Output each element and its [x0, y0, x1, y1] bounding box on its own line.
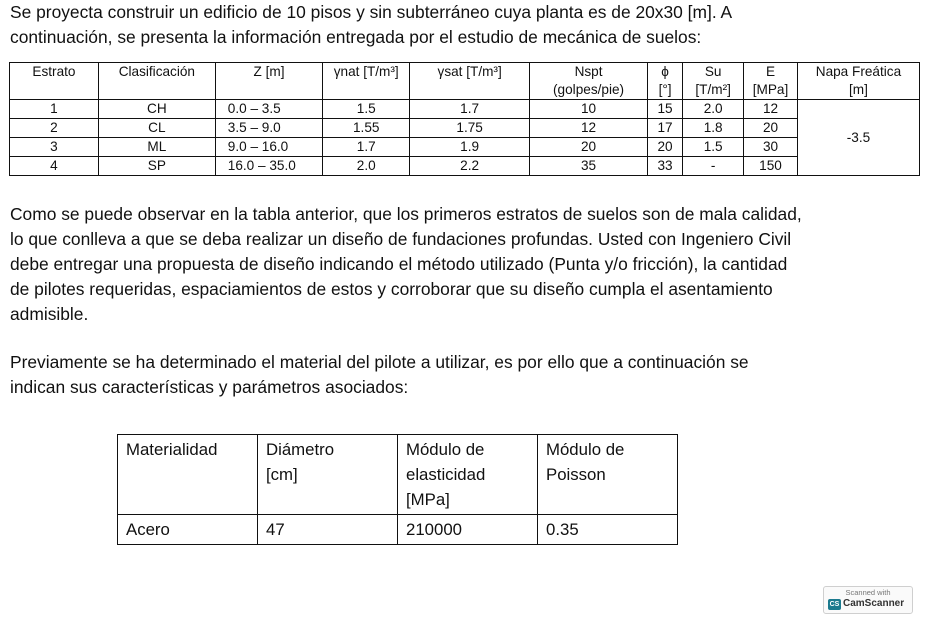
design-line-3: debe entregar una propuesta de diseño indicando el método utilizado (Punta y/o fricción), la cantidad [10, 254, 788, 274]
cell-diametro: 47 [258, 515, 398, 545]
material-paragraph [10, 350, 915, 400]
design-line-4: de pilotes requeridas, espaciamientos de estos y corroborar que su diseño cumpla el asentamiento [10, 279, 773, 299]
design-line-5: admisible. [10, 304, 89, 324]
header-estrato: Estrato [10, 63, 99, 100]
cell-z: 9.0 – 16.0 [215, 138, 323, 157]
cell-su: 1.8 [683, 119, 744, 138]
cell-gamma-nat: 2.0 [323, 157, 410, 176]
camscanner-stamp [823, 586, 913, 614]
soil-table [9, 62, 920, 176]
cell-phi: 15 [647, 100, 682, 119]
cell-z: 0.0 – 3.5 [215, 100, 323, 119]
cell-nspt: 20 [530, 138, 648, 157]
header-nspt: Nspt (golpes/pie) [530, 63, 648, 100]
soil-table-header [10, 63, 920, 100]
design-line-2: lo que conlleva a que se deba realizar un diseño de fundaciones profundas. Usted con Ingeniero Civil [10, 229, 792, 249]
cell-phi: 33 [647, 157, 682, 176]
header-gamma-nat: γnat [T/m³] [323, 63, 410, 100]
cell-estrato: 2 [10, 119, 99, 138]
cell-materialidad: Acero [118, 515, 258, 545]
table-row [10, 138, 920, 157]
cell-clasificacion: ML [98, 138, 215, 157]
cell-estrato: 3 [10, 138, 99, 157]
intro-line-1: Se proyecta construir un edificio de 10 pisos y sin subterráneo cuya planta es de 20x30 [m]. A [10, 2, 733, 22]
material-line-1: Previamente se ha determinado el material del pilote a utilizar, es por ello que a continuación se [10, 352, 749, 372]
cell-nspt: 12 [530, 119, 648, 138]
cell-e: 30 [744, 138, 798, 157]
cell-phi: 17 [647, 119, 682, 138]
cell-z: 16.0 – 35.0 [215, 157, 323, 176]
cell-su: - [683, 157, 744, 176]
material-table-header [118, 435, 678, 515]
cell-gamma-sat: 1.7 [410, 100, 530, 119]
table-row [10, 119, 920, 138]
cell-gamma-sat: 2.2 [410, 157, 530, 176]
header-su: Su [T/m²] [683, 63, 744, 100]
cell-modulo-poisson: 0.35 [538, 515, 678, 545]
design-line-1: Como se puede observar en la tabla anterior, que los primeros estratos de suelos son de mala calidad, [10, 204, 802, 224]
header-napa: Napa Freática [m] [797, 63, 919, 100]
cell-e: 150 [744, 157, 798, 176]
cell-gamma-sat: 1.9 [410, 138, 530, 157]
cell-estrato: 1 [10, 100, 99, 119]
header-clasificacion: Clasificación [98, 63, 215, 100]
cell-su: 2.0 [683, 100, 744, 119]
header-materialidad: Materialidad [118, 435, 258, 515]
cell-gamma-nat: 1.55 [323, 119, 410, 138]
header-diametro: Diámetro [cm] [258, 435, 398, 515]
stamp-caption: Scanned with [845, 588, 891, 597]
header-modulo-elasticidad: Módulo de elasticidad [MPa] [398, 435, 538, 515]
intro-line-2: continuación, se presenta la información entregada por el estudio de mecánica de suelos: [10, 27, 702, 47]
camscanner-logo-icon: CS [829, 601, 840, 608]
material-line-2: indican sus características y parámetros asociados: [10, 377, 409, 397]
cell-napa-freatica: -3.5 [797, 100, 919, 176]
table-row [118, 515, 678, 545]
header-z: Z [m] [215, 63, 323, 100]
cell-nspt: 35 [530, 157, 648, 176]
header-phi: ϕ [°] [647, 63, 682, 100]
cell-modulo-elasticidad: 210000 [398, 515, 538, 545]
cell-clasificacion: CH [98, 100, 215, 119]
cell-z: 3.5 – 9.0 [215, 119, 323, 138]
header-modulo-poisson: Módulo de Poisson [538, 435, 678, 515]
design-paragraph [10, 202, 915, 327]
stamp-brand: CamScanner [843, 598, 905, 609]
cell-e: 12 [744, 100, 798, 119]
cell-phi: 20 [647, 138, 682, 157]
cell-clasificacion: CL [98, 119, 215, 138]
header-e: E [MPa] [744, 63, 798, 100]
cell-estrato: 4 [10, 157, 99, 176]
header-gamma-sat: γsat [T/m³] [410, 63, 530, 100]
cell-gamma-sat: 1.75 [410, 119, 530, 138]
cell-e: 20 [744, 119, 798, 138]
intro-paragraph [10, 0, 915, 50]
table-row [10, 157, 920, 176]
cell-su: 1.5 [683, 138, 744, 157]
cell-clasificacion: SP [98, 157, 215, 176]
cell-gamma-nat: 1.5 [323, 100, 410, 119]
cell-gamma-nat: 1.7 [323, 138, 410, 157]
material-table [117, 434, 678, 545]
cell-nspt: 10 [530, 100, 648, 119]
table-row [10, 100, 920, 119]
